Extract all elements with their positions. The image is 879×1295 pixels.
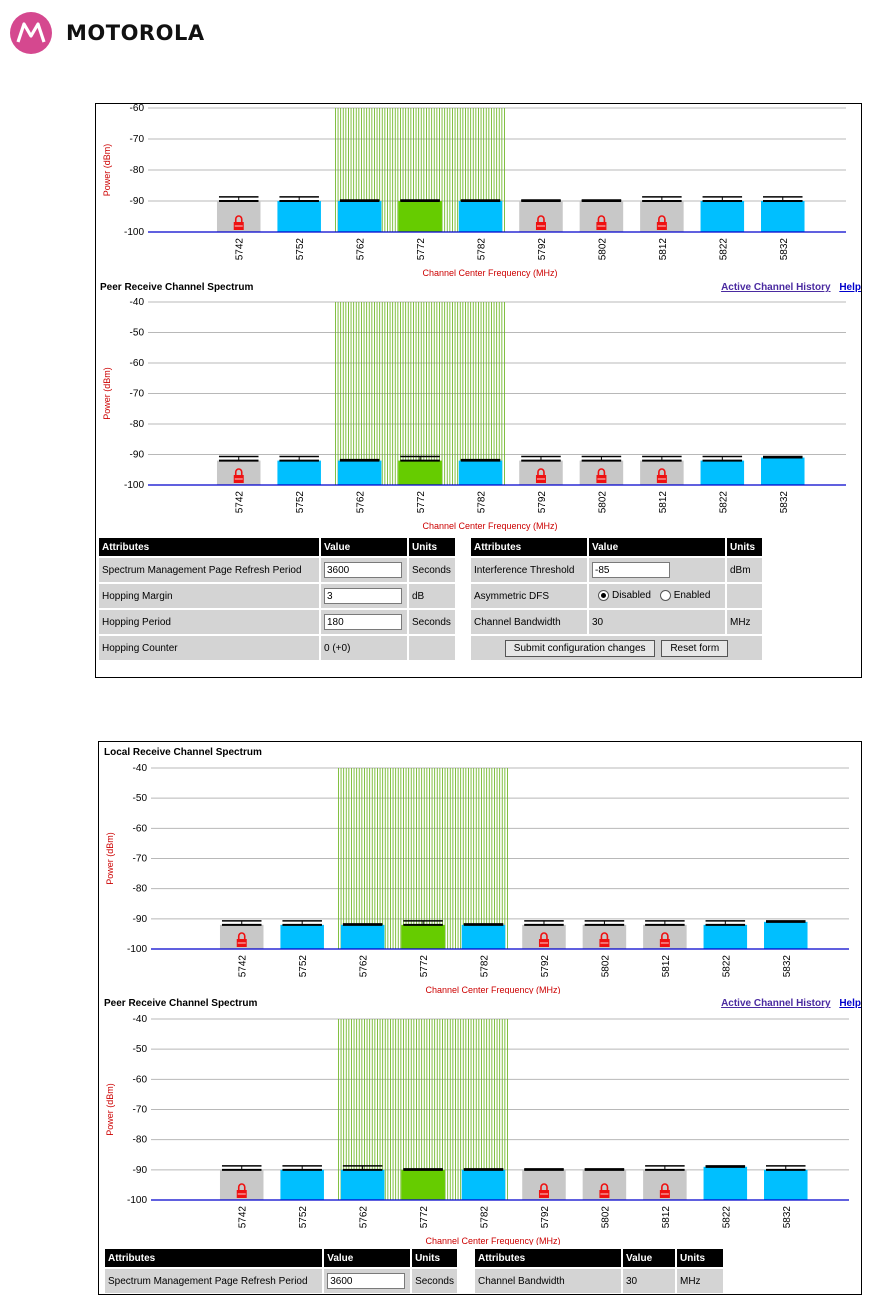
top-peer-title: Peer Receive Channel Spectrum [100, 282, 254, 293]
top-peer-spectrum-chart [96, 296, 861, 531]
header-value: Value [623, 1249, 675, 1267]
attr-refresh-period: Spectrum Management Page Refresh Period [105, 1269, 322, 1293]
header-attributes: Attributes [471, 538, 587, 556]
header-attributes: Attributes [99, 538, 319, 556]
y-tick-label: -80 [129, 419, 144, 430]
bar-5752 [277, 461, 321, 485]
dfs-enabled-radio[interactable] [660, 590, 671, 601]
bottom-panel [98, 741, 862, 1295]
x-tick-label: 5792 [539, 1206, 551, 1229]
asymmetric-dfs-units [727, 584, 762, 608]
x-tick-label: 5802 [597, 238, 609, 261]
local-title: Local Receive Channel Spectrum [104, 747, 262, 758]
bottom-attributes-table-left [103, 1247, 459, 1295]
y-tick-label: -40 [129, 297, 144, 308]
bar-5782 [462, 925, 506, 949]
y-tick-label: -50 [129, 327, 144, 339]
refresh-period-input[interactable] [327, 1273, 405, 1289]
x-tick-label: 5802 [600, 1206, 612, 1229]
y-tick-label: -80 [132, 883, 147, 895]
x-tick-label: 5772 [416, 491, 428, 514]
x-tick-label: 5822 [718, 491, 730, 514]
x-tick-label: 5742 [237, 955, 249, 978]
y-tick-label: -90 [132, 1164, 147, 1176]
y-tick-label: -100 [123, 227, 144, 238]
channel-bandwidth-units: MHz [677, 1269, 723, 1293]
top-panel [95, 103, 862, 678]
y-axis-title: Power (dBm) [102, 367, 112, 420]
hopping-counter-value: 0 (+0) [321, 636, 407, 660]
attr-interference-threshold: Interference Threshold [471, 558, 587, 582]
x-tick-label: 5822 [721, 1206, 733, 1229]
motorola-batwing-icon [10, 12, 52, 54]
dfs-disabled-radio[interactable] [598, 590, 609, 601]
refresh-period-input[interactable] [324, 562, 402, 578]
refresh-period-units: Seconds [412, 1269, 457, 1293]
x-tick-label: 5752 [298, 1206, 310, 1229]
y-axis-title: Power (dBm) [102, 143, 112, 197]
y-tick-label: -60 [132, 823, 147, 835]
top-attributes-table-right [469, 536, 764, 662]
header-units: Units [412, 1249, 457, 1267]
bottom-peer-title: Peer Receive Channel Spectrum [104, 998, 258, 1009]
bar-5772 [398, 461, 442, 485]
header-units: Units [409, 538, 455, 556]
channel-bandwidth-value: 30 [589, 610, 725, 634]
help-link[interactable]: Help [839, 282, 861, 293]
attr-hopping-counter: Hopping Counter [99, 636, 319, 660]
x-tick-label: 5742 [234, 238, 246, 261]
bar-5772 [401, 925, 445, 949]
active-channel-history-link[interactable]: Active Channel History [721, 998, 831, 1009]
x-tick-label: 5822 [718, 238, 730, 261]
reset-form-button[interactable]: Reset form [661, 640, 728, 657]
x-axis-title: Channel Center Frequency (MHz) [425, 1236, 561, 1245]
motorola-logo [10, 12, 205, 54]
y-tick-label: -90 [129, 449, 144, 461]
bar-5832 [764, 1170, 808, 1200]
attr-refresh-period: Spectrum Management Page Refresh Period [99, 558, 319, 582]
bar-5752 [280, 925, 324, 949]
x-tick-label: 5792 [539, 955, 551, 978]
x-tick-label: 5792 [536, 491, 548, 514]
attr-asymmetric-dfs: Asymmetric DFS [471, 584, 587, 608]
x-tick-label: 5762 [355, 238, 367, 261]
x-tick-label: 5832 [781, 955, 793, 978]
header-units: Units [727, 538, 762, 556]
hopping-margin-input[interactable] [324, 588, 402, 604]
bar-5762 [338, 461, 382, 485]
interference-threshold-units: dBm [727, 558, 762, 582]
y-tick-label: -50 [132, 1044, 147, 1056]
bottom-local-spectrum-chart [99, 762, 861, 994]
bar-5772 [401, 1170, 445, 1200]
x-tick-label: 5802 [597, 491, 609, 514]
bar-5782 [462, 1170, 506, 1200]
top-local-spectrum-chart [96, 104, 861, 279]
attr-hopping-margin: Hopping Margin [99, 584, 319, 608]
x-tick-label: 5762 [358, 955, 370, 978]
help-link[interactable]: Help [839, 998, 861, 1009]
x-axis-title: Channel Center Frequency (MHz) [422, 268, 558, 278]
y-tick-label: -80 [129, 165, 144, 176]
header-attributes: Attributes [105, 1249, 322, 1267]
x-tick-label: 5772 [419, 1206, 431, 1229]
x-tick-label: 5772 [416, 238, 428, 261]
x-tick-label: 5782 [479, 955, 491, 978]
bar-5832 [761, 201, 805, 232]
x-tick-label: 5812 [660, 1206, 672, 1229]
x-tick-label: 5742 [237, 1206, 249, 1229]
y-axis-title: Power (dBm) [105, 832, 115, 885]
active-channel-history-link[interactable]: Active Channel History [721, 282, 831, 293]
y-tick-label: -100 [123, 480, 144, 491]
y-tick-label: -70 [129, 134, 144, 145]
hopping-period-input[interactable] [324, 614, 402, 630]
y-tick-label: -100 [126, 1195, 147, 1206]
header-units: Units [677, 1249, 723, 1267]
y-tick-label: -40 [132, 1014, 147, 1025]
bar-5762 [341, 925, 385, 949]
y-tick-label: -60 [129, 358, 144, 369]
bar-5822 [701, 461, 745, 485]
bar-5822 [704, 925, 748, 949]
bar-5822 [701, 201, 745, 232]
x-tick-label: 5782 [479, 1206, 491, 1229]
bar-5832 [761, 458, 805, 485]
bar-5752 [280, 1170, 324, 1200]
x-tick-label: 5752 [295, 238, 307, 261]
x-tick-label: 5802 [600, 955, 612, 978]
x-tick-label: 5782 [476, 491, 488, 514]
x-tick-label: 5752 [298, 955, 310, 978]
top-attributes-table-left [97, 536, 457, 662]
refresh-period-units: Seconds [409, 558, 455, 582]
dfs-disabled-label: Disabled [612, 590, 651, 602]
x-tick-label: 5822 [721, 955, 733, 978]
x-tick-label: 5762 [355, 491, 367, 514]
x-tick-label: 5832 [778, 491, 790, 514]
bottom-peer-spectrum-chart [99, 1013, 861, 1245]
header-value: Value [589, 538, 725, 556]
y-tick-label: -80 [132, 1134, 147, 1146]
x-tick-label: 5832 [781, 1206, 793, 1229]
bar-5782 [459, 461, 503, 485]
y-tick-label: -50 [132, 793, 147, 805]
y-axis-title: Power (dBm) [105, 1083, 115, 1136]
y-tick-label: -40 [132, 763, 147, 774]
bar-5772 [398, 201, 442, 232]
bottom-attributes-table-right [473, 1247, 725, 1295]
interference-threshold-input[interactable] [592, 562, 670, 578]
bar-5762 [338, 201, 382, 232]
y-tick-label: -90 [129, 196, 144, 207]
x-tick-label: 5752 [295, 491, 307, 514]
bar-5832 [764, 922, 808, 949]
x-axis-title: Channel Center Frequency (MHz) [425, 985, 561, 994]
y-tick-label: -90 [132, 913, 147, 925]
y-tick-label: -60 [129, 104, 144, 114]
header-attributes: Attributes [475, 1249, 621, 1267]
hopping-counter-units [409, 636, 455, 660]
header-value: Value [324, 1249, 410, 1267]
x-axis-title: Channel Center Frequency (MHz) [422, 521, 558, 531]
channel-bandwidth-units: MHz [727, 610, 762, 634]
hopping-period-units: Seconds [409, 610, 455, 634]
y-tick-label: -70 [132, 853, 147, 865]
dfs-enabled-label: Enabled [673, 590, 711, 602]
x-tick-label: 5782 [476, 238, 488, 261]
y-tick-label: -70 [132, 1104, 147, 1116]
attr-hopping-period: Hopping Period [99, 610, 319, 634]
bar-5822 [704, 1167, 748, 1200]
x-tick-label: 5832 [778, 238, 790, 261]
x-tick-label: 5772 [419, 955, 431, 978]
y-tick-label: -60 [132, 1074, 147, 1086]
attr-channel-bandwidth: Channel Bandwidth [475, 1269, 621, 1293]
y-tick-label: -100 [126, 944, 147, 955]
bar-5752 [277, 201, 321, 232]
bar-5762 [341, 1170, 385, 1200]
hopping-margin-units: dB [409, 584, 455, 608]
x-tick-label: 5812 [657, 491, 669, 514]
header-value: Value [321, 538, 407, 556]
submit-configuration-button[interactable]: Submit configuration changes [505, 640, 655, 657]
brand-name: MOTOROLA [66, 21, 205, 45]
bar-5782 [459, 201, 503, 232]
x-tick-label: 5742 [234, 491, 246, 514]
x-tick-label: 5792 [536, 238, 548, 261]
x-tick-label: 5812 [657, 238, 669, 261]
attr-channel-bandwidth: Channel Bandwidth [471, 610, 587, 634]
channel-bandwidth-value: 30 [623, 1269, 675, 1293]
x-tick-label: 5762 [358, 1206, 370, 1229]
y-tick-label: -70 [129, 388, 144, 400]
x-tick-label: 5812 [660, 955, 672, 978]
